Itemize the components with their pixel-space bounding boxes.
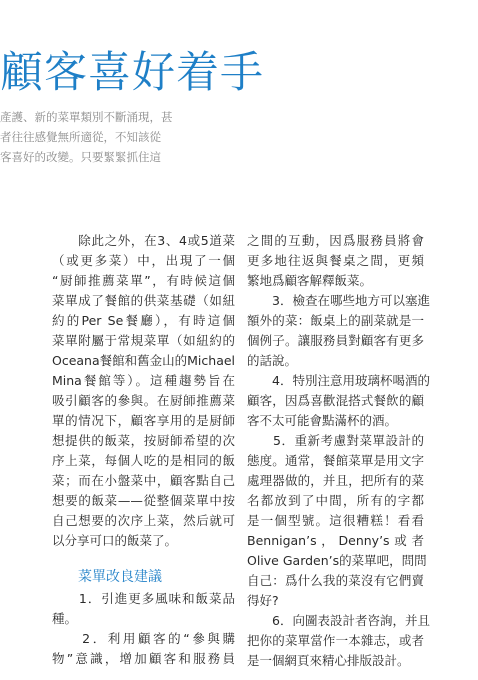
body-line: “厨師推薦菜單”，有時候這個 [52,273,235,288]
body-line: 客不太可能會點滿杯的酒。 [247,413,398,428]
body-line: 是一個網頁來精心排版設計。 [247,653,410,668]
body-line: 更多地往返與餐桌之間，更頻 [247,253,424,268]
intro-line: 客喜好的改變。只要緊緊抓住這 [0,150,161,164]
body-line: 約的Per Se餐廳），有時這個 [52,313,235,328]
body-line: 4．特別注意用玻璃杯喝酒的 [247,373,430,388]
body-line: 想提供的飯菜，按厨師希望的次 [52,433,235,448]
body-line: 種。 [52,611,78,626]
body-line: 1．引進更多風味和飯菜品 [52,591,235,606]
body-line: 顧客，因爲喜歡混搭式餐飲的顧 [247,393,424,408]
body-line: 吸引顧客的參與。在厨師推薦菜 [52,393,235,408]
body-line: 物”意識，增加顧客和服務員 [52,651,235,666]
body-line: 5．重新考慮對菜單設計的 [247,433,424,448]
left-column [52,231,235,669]
body-line: 3．檢查在哪些地方可以塞進 [247,293,430,308]
intro-line: 產護、新的菜單類別不斷涌現，甚 [0,110,173,124]
body-line: 菜；而在小盤菜中，顧客點自己 [52,473,235,488]
body-line: 額外的菜：飯桌上的副菜就是一 [247,313,424,328]
body-line: 個例子。讓服務員對顧客有更多 [247,333,424,348]
body-line: 2．利用顧客的“參與購 [52,631,235,646]
body-line: （或更多菜）中，出現了一個 [52,253,235,268]
headline: 顧客喜好着手 [0,48,264,98]
body-line: 以分享可口的飯菜了。 [52,533,178,548]
body-line: 得好? [247,593,279,608]
body-line: 菜單附屬于常規菜單（如紐約的 [52,333,235,348]
body-line: 名都放到了中間，所有的字都 [247,493,424,508]
body-line: Oceana餐館和舊金山的Michael [52,353,236,368]
body-line: 單的情况下，顧客享用的是厨師 [52,413,235,428]
body-line: 繁地爲顧客解釋飯菜。 [247,273,373,288]
body-line: 菜單成了餐館的供菜基礎（如紐 [52,293,235,308]
body-line: 的話說。 [247,353,298,368]
body-line: 自己：爲什么我的菜沒有它們賣 [247,573,424,588]
body-line: Olive Garden’s的菜單吧，問問 [247,553,427,568]
body-line: 把你的菜單當作一本雜志，或者 [247,633,424,648]
body-line: 除此之外，在3、4或5道菜 [52,233,235,248]
body-line: 自己想要的次序上菜，然后就可 [52,513,235,528]
body-line: 是一個型號。這很糟糕！看看 [247,513,424,528]
body-line: 處理器做的，并且，把所有的菜 [247,473,424,488]
body-line: 序上菜，每個人吃的是相同的飯 [52,453,235,468]
body-line: Mina餐館等）。這種趨勢旨在 [52,373,235,388]
body-line: 6．向圖表設計者咨詢，并且 [247,613,430,628]
body-line: Bennigan’s，Denny’s或者 [247,533,424,548]
paragraph-gap [52,551,235,567]
body-line: 之間的互動，因爲服務員將會 [247,233,424,248]
body-line: 想要的飯菜——從整個菜單中按 [52,493,235,508]
right-column [247,231,430,671]
intro-line: 者往往感覺無所適從，不知該從 [0,130,161,144]
intro-text [0,107,190,167]
body-line: 態度。通常，餐館菜單是用文字 [247,453,424,468]
section-subheading: 菜單改良建議 [78,569,162,585]
